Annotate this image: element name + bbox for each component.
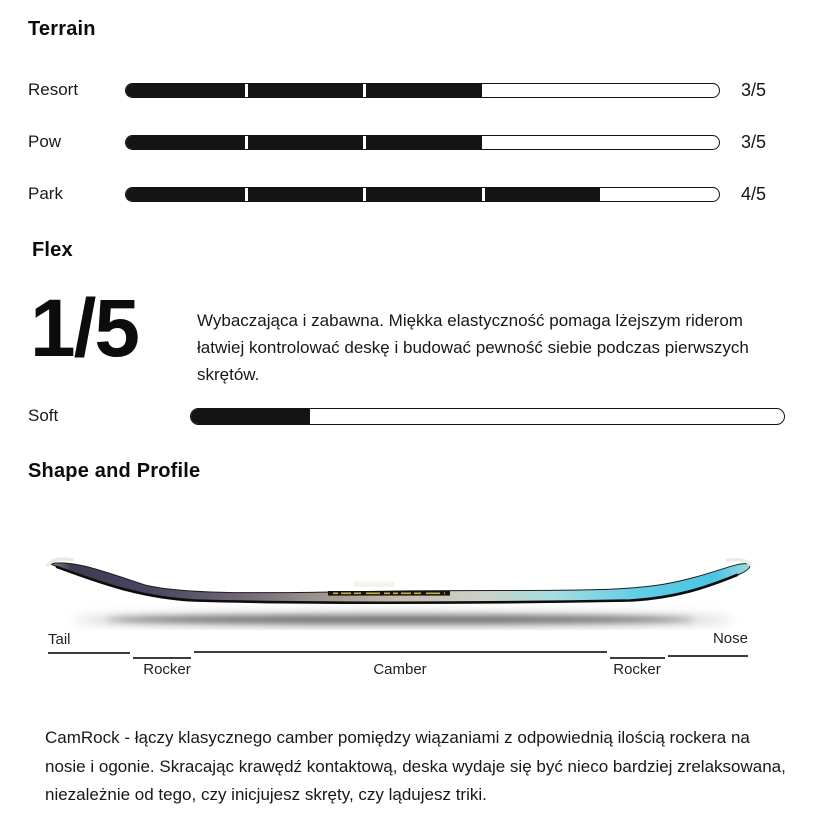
tail-measure-line: [48, 652, 130, 654]
rating-bar-tick: [363, 136, 366, 149]
terrain-rating-value-pow: 3/5: [741, 132, 767, 152]
terrain-rating-value-resort: 3/5: [741, 80, 767, 100]
terrain-row-label-pow: Pow: [28, 132, 62, 151]
rating-bar-fill: [126, 136, 482, 149]
rocker-left-measure-line: [133, 657, 191, 659]
rating-bar-tick: [600, 136, 603, 149]
rating-bar-tick: [482, 84, 485, 97]
flex-heading: Flex: [32, 239, 73, 261]
flex-scale-label: Soft: [28, 406, 59, 425]
rating-bar-tick: [600, 84, 603, 97]
flex-rating-value: 1/5: [30, 283, 138, 374]
rating-bar-fill: [126, 84, 482, 97]
rating-bar-tick: [245, 136, 248, 149]
flex-rating-bar: [190, 408, 785, 425]
shape-profile-description: CamRock - łączy klasycznego camber pomiędzy wiązaniami z odpowiednią ilością rockera na nosie i ogonie. Skracając krawędź kontaktową, deska wydaje się być nieco bardziej zrelaksowana, niezależnie od tego, czy inicjujesz skręty, czy lądujesz triki.: [45, 728, 786, 804]
camber-measure-line: [194, 651, 607, 653]
terrain-heading: Terrain: [28, 18, 96, 40]
rating-bar-tick: [363, 188, 366, 201]
board-shadow: [73, 613, 733, 627]
rating-bar-tick: [363, 84, 366, 97]
rocker-right-measure-line: [610, 657, 665, 659]
profile-label-rocker-left: Rocker: [143, 661, 191, 678]
rating-bar-tick: [245, 188, 248, 201]
rating-bar-tick: [482, 136, 485, 149]
flex-description: Wybaczająca i zabawna. Miękka elastyczność pomaga lżejszym riderom łatwiej kontrolować deskę i budować pewność siebie podczas pierwszych skrętów.: [197, 311, 749, 384]
terrain-row-label-resort: Resort: [28, 80, 79, 99]
terrain-rating-bar-resort: [125, 83, 720, 98]
rating-bar-tick: [600, 188, 603, 201]
terrain-rating-value-park: 4/5: [741, 184, 767, 204]
rating-bar-tick: [245, 84, 248, 97]
rating-bar-tick: [482, 188, 485, 201]
profile-label-rocker-right: Rocker: [613, 661, 661, 678]
profile-label-camber: Camber: [373, 661, 427, 678]
nose-measure-line: [668, 655, 748, 657]
snowboard-profile-image: [45, 548, 755, 630]
board-topsheet-patch: [353, 582, 395, 588]
shape-profile-heading: Shape and Profile: [28, 460, 201, 482]
profile-label-tail: Tail: [48, 631, 71, 648]
terrain-rating-bar-park: [125, 187, 720, 202]
terrain-rating-bar-pow: [125, 135, 720, 150]
profile-label-nose: Nose: [712, 630, 748, 647]
terrain-row-label-park: Park: [28, 184, 63, 203]
rating-bar-fill: [191, 409, 310, 424]
